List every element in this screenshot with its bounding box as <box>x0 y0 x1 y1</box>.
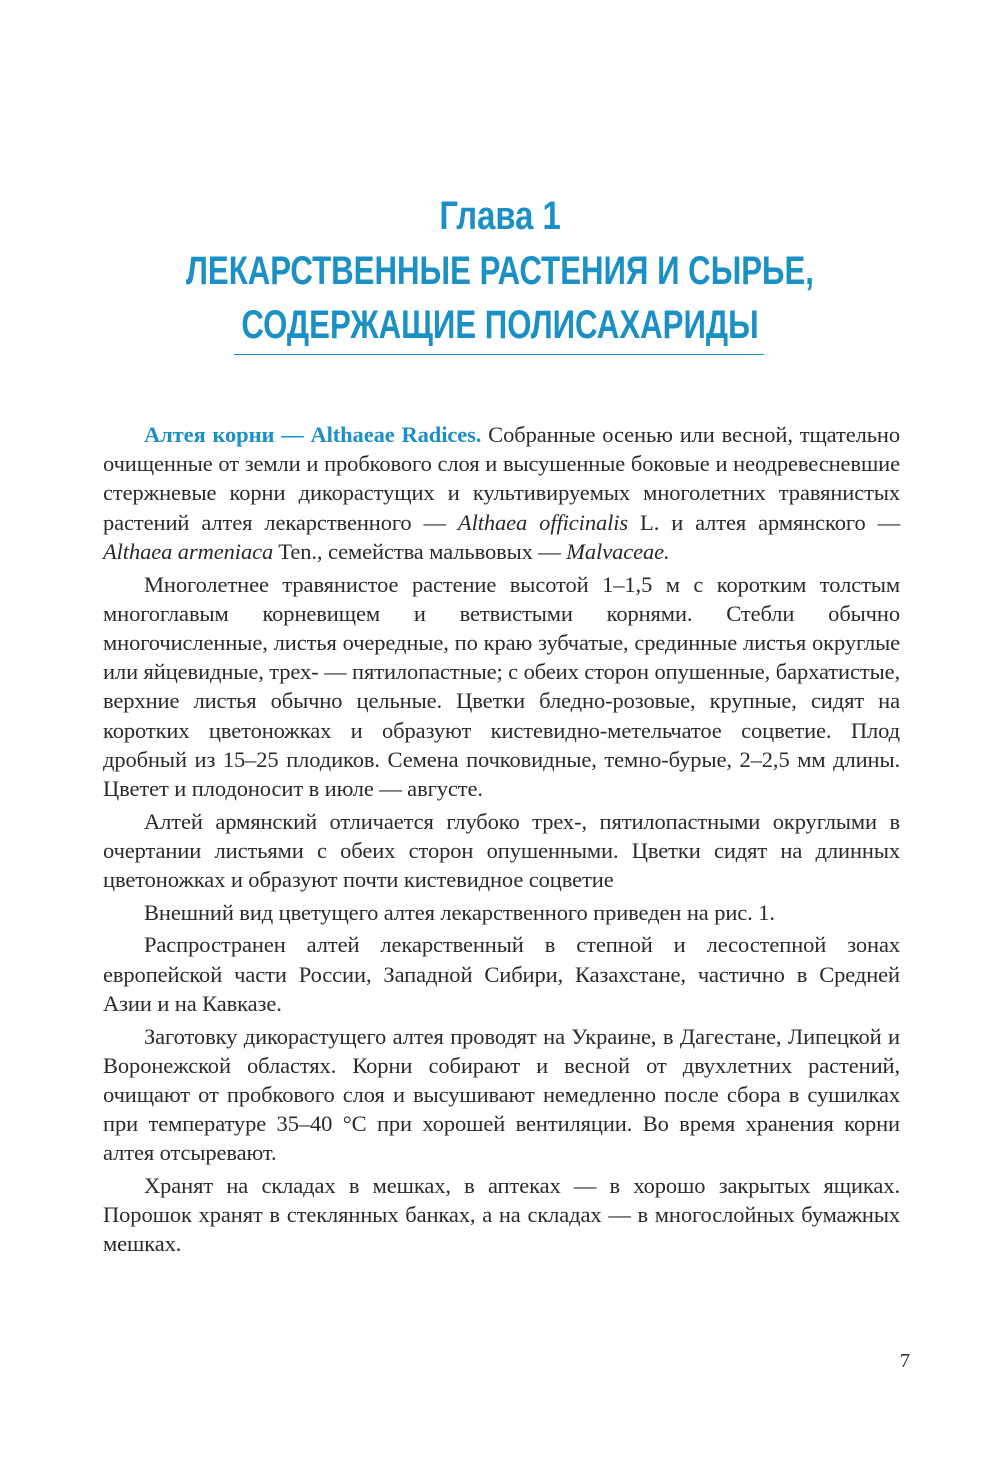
paragraph-text: Ten., семейства мальвовых — <box>273 538 567 564</box>
paragraph-figure-reference: Внешний вид цветущего алтея лекарственного приведен на рис. 1. <box>144 899 775 925</box>
paragraph-description: Многолетнее травянистое растение высотой 1–1,5 м с коротким толстым многоглавым корневищем и ветвистыми корнями. Стебли обычно многочисленные, листья очередные, по краю зубчатые, срединные листья округлые или яйцевидные, трех- — пятилопастные; с обеих сторон опушенные, бархатистые, верхние листья обычно цельные. Цветки бледно-розовые, крупные, сидят на коротких цветоножках и образуют кистевидно-метельчатое соцветие. Плод дробный из 15–25 плодиков. Семена почковидные, темно-бурые, 2–2,5 мм длины. Цветет и плодоносит в июле — августе. <box>103 571 900 801</box>
term-heading: Алтея корни — Althaeae Radices. <box>144 422 482 447</box>
title-divider <box>234 354 764 355</box>
chapter-title-line-2: СОДЕРЖАЩИЕ ПОЛИСАХАРИДЫ <box>241 303 759 347</box>
body-text <box>103 420 900 1259</box>
latin-name: Althaea armeniaca <box>103 538 274 564</box>
paragraph-distribution: Распространен алтей лекарственный в степной и лесостепной зонах европейской части России, Западной Сибири, Казахстане, частично в Средней Азии и на Кавказе. <box>103 932 900 1016</box>
chapter-number: Глава 1 <box>439 194 561 238</box>
paragraph-armenian-althaea: Алтей армянский отличается глубоко трех-, пятилопастными округлыми в очертании листьями с обеих сторон опушенными. Цветки сидят на длинных цветоножках и образуют почти кистевидное соцветие <box>103 808 900 893</box>
paragraph-text: Собранные осенью или весной, тщательно очищенные от земли и пробкового слоя и высушенные боковые и неодревесневшие стержневые корни дикорастущих и культивируемых многолетних травянистых растений алтея лекарственного — <box>103 422 900 535</box>
paragraph-text: L. и алтея армянского — <box>628 509 900 535</box>
chapter-number-row <box>0 188 1000 244</box>
page-number: 7 <box>900 1350 910 1372</box>
chapter-header <box>0 188 1000 352</box>
paragraph-harvesting: Заготовку дикорастущего алтея проводят на Украине, в Дагестане, Липецкой и Воронежской областях. Корни собирают и весной от двухлетних растений, очищают от пробкового слоя и высушивают немедленно после сбора в сушилках при температуре 35–40 °С при хорошей вентиляции. Во время хранения корни алтея отсыревают. <box>103 1023 900 1166</box>
latin-family-name: Malvaceae. <box>566 538 670 564</box>
latin-name: Althaea officinalis <box>457 509 629 535</box>
paragraph-storage: Хранят на складах в мешках, в аптеках — в хорошо закрытых ящиках. Порошок хранят в стеклянных банках, а на складах — в многослойных бумажных мешках. <box>103 1173 900 1257</box>
paragraph-althaea-roots <box>103 420 900 566</box>
chapter-title-line-1: ЛЕКАРСТВЕННЫЕ РАСТЕНИЯ И СЫРЬЕ, <box>186 249 814 293</box>
